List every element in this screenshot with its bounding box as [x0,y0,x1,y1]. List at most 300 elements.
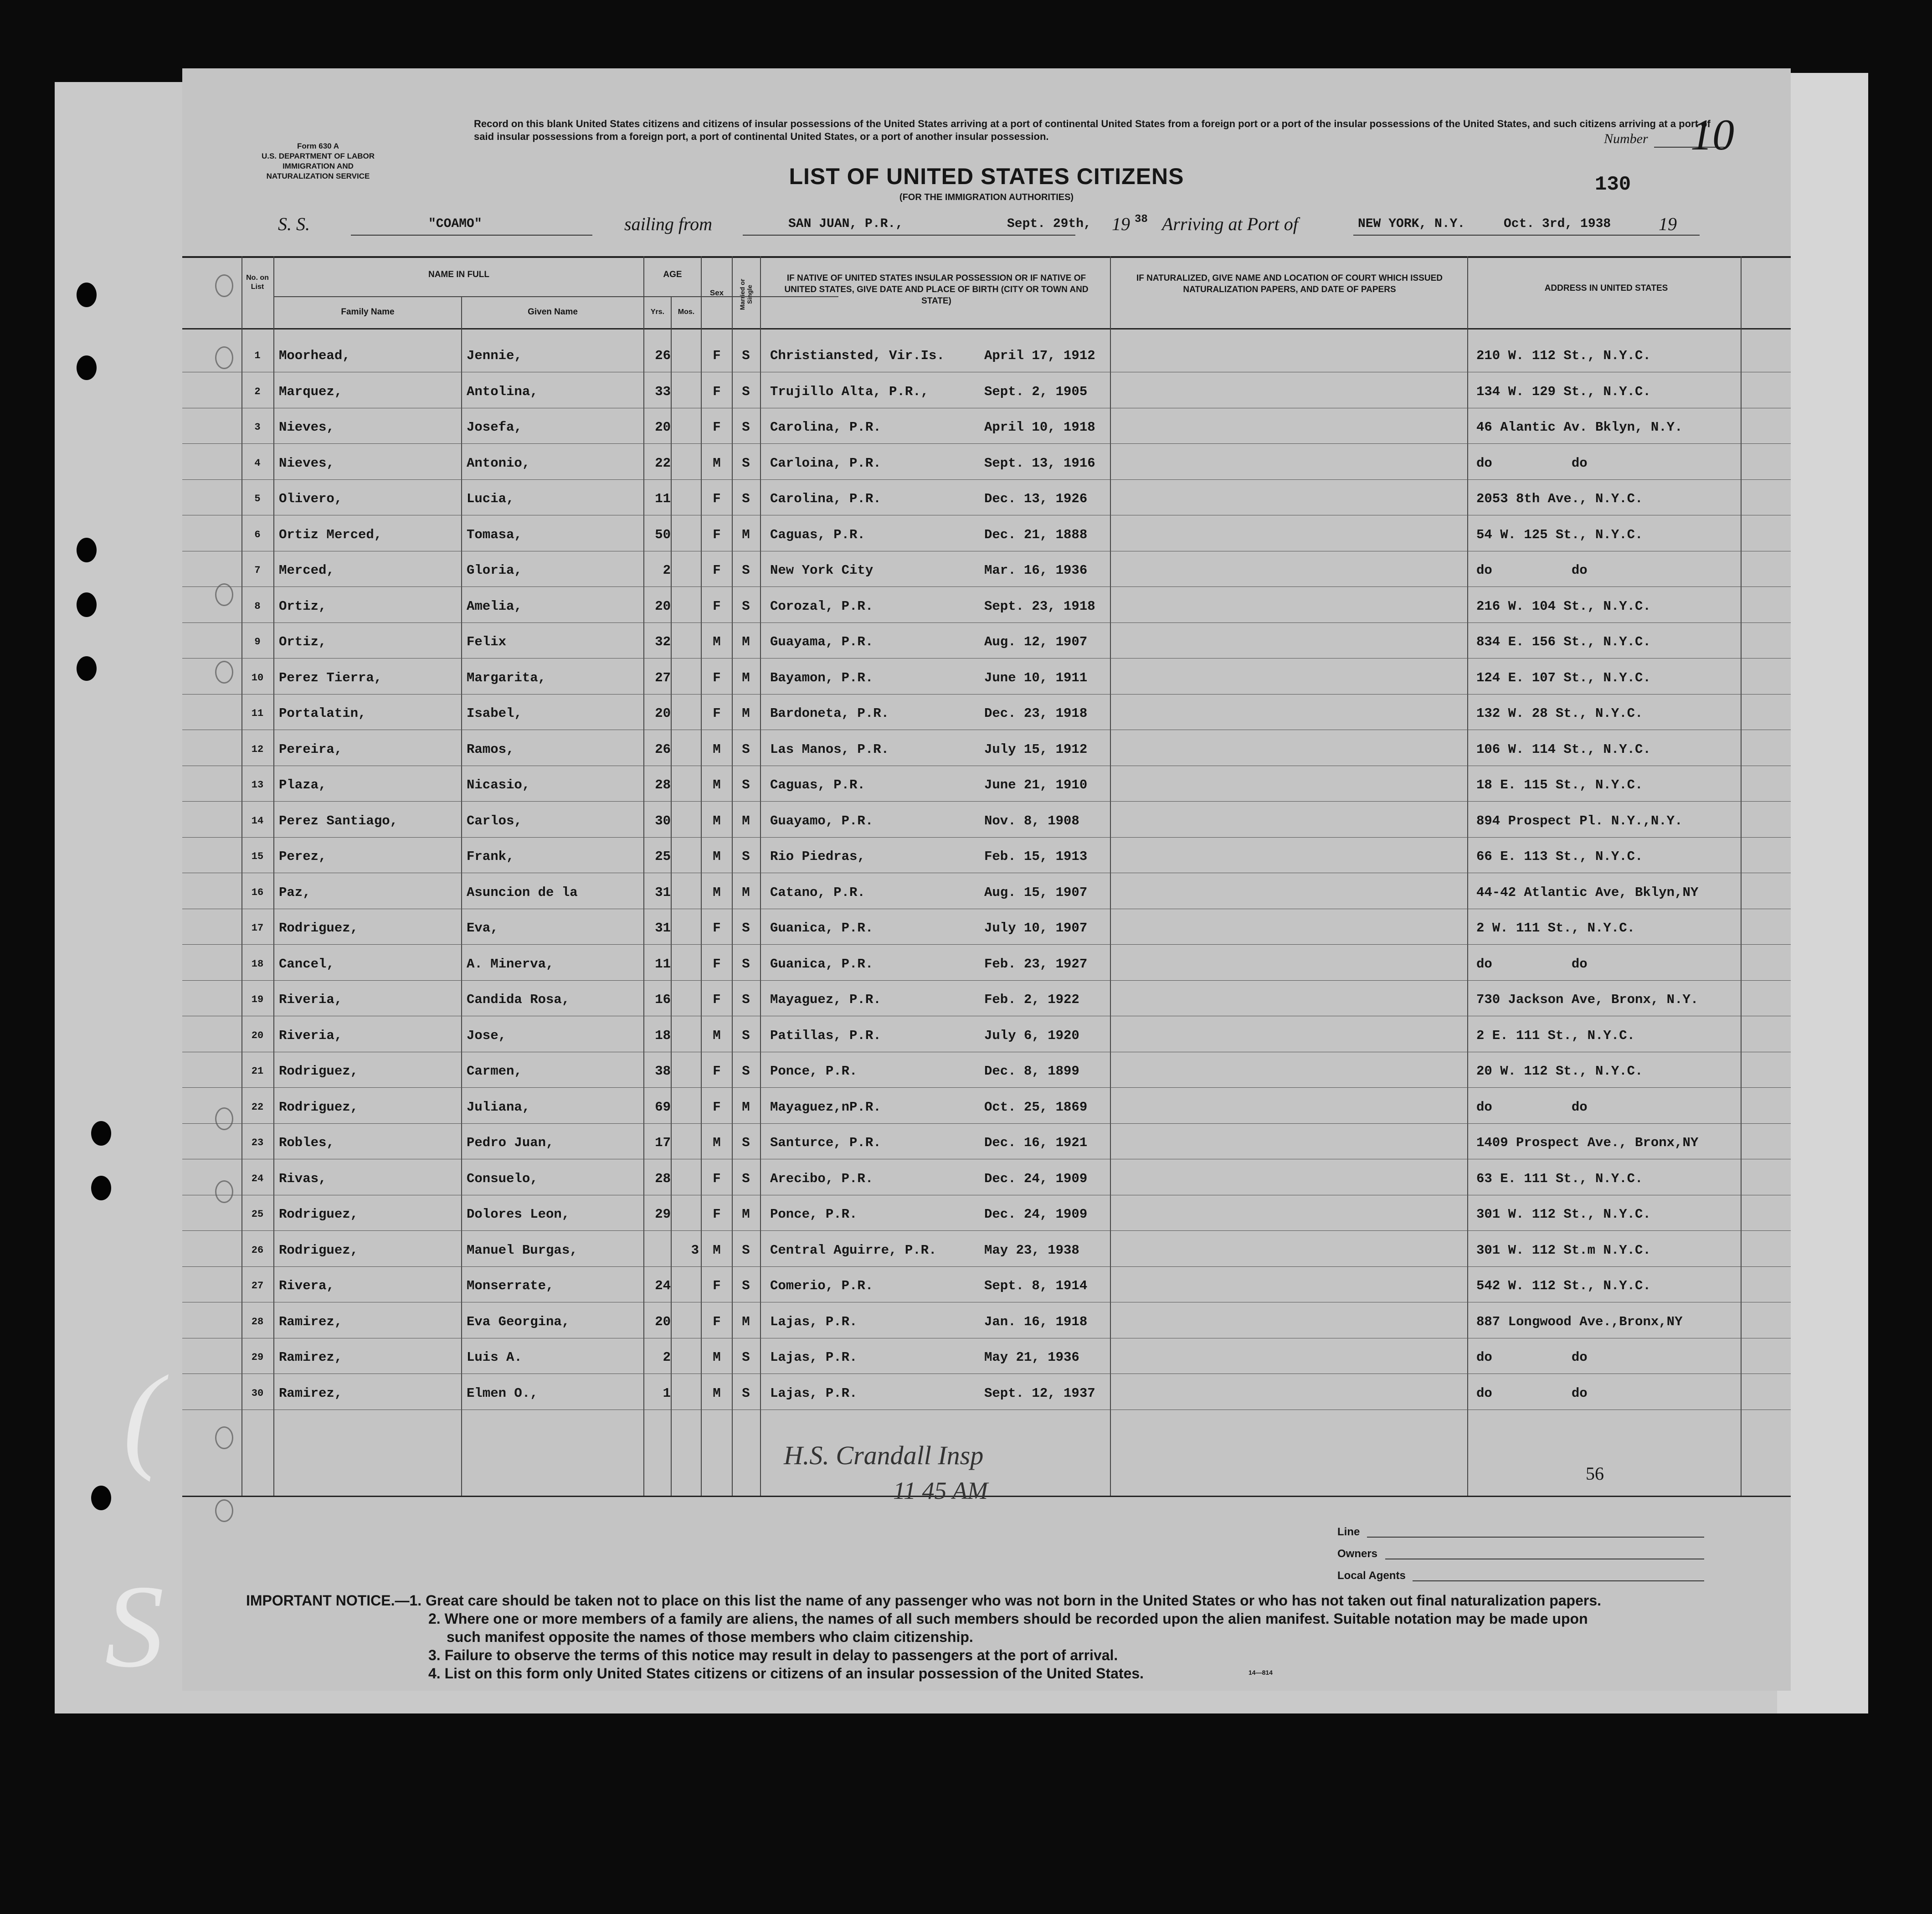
service-name-1: IMMIGRATION AND [283,162,354,170]
cell-family-name: Perez, [279,849,327,864]
cell-birthplace: Caguas, P.R. [770,777,865,792]
cell-address: 54 W. 125 St., N.Y.C. [1476,527,1643,542]
table-row [182,875,1791,911]
cell-age-years: 32 [655,634,671,649]
cell-no: 25 [251,1209,264,1220]
cell-birthplace: Carloina, P.R. [770,455,881,471]
notice-heading: IMPORTANT NOTICE.— [246,1592,410,1609]
cell-no: 3 [254,422,261,433]
cell-birth-date: Mar. 16, 1936 [984,563,1088,578]
cell-family-name: Rodriguez, [279,1099,359,1115]
notice-item-3: 3. Failure to observe the terms of this notice may result in delay to passengers at the port of arrival. [428,1647,1118,1663]
cell-sex: F [713,992,721,1007]
cell-birthplace: Guanica, P.R. [770,921,874,936]
cell-age-years: 29 [655,1207,671,1222]
cell-birth-date: Sept. 23, 1918 [984,598,1095,614]
cell-birth-date: Jan. 16, 1918 [984,1314,1088,1329]
cell-age-years: 26 [655,741,671,757]
table-row [182,338,1791,374]
cell-family-name: Rivas, [279,1171,327,1186]
cell-given-name: Asuncion de la [467,885,578,900]
cell-family-name: Ramirez, [279,1350,343,1365]
number-value: 10 [1690,110,1734,159]
cell-birth-date: Feb. 23, 1927 [984,956,1088,972]
cell-marital-status: S [742,563,750,578]
cell-birthplace: Lajas, P.R. [770,1385,858,1401]
cell-marital-status: S [742,921,750,936]
list-number: 130 [1595,173,1631,196]
cell-given-name: Josefa, [467,420,522,435]
cell-no: 24 [251,1173,264,1184]
cell-given-name: Jose, [467,1028,507,1043]
cell-birthplace: Central Aguirre, P.R. [770,1242,937,1258]
col-header-mos: Mos. [678,308,695,316]
cell-sex: M [713,455,721,471]
back-paper-edge [1777,73,1868,1713]
cell-given-name: Luis A. [467,1350,522,1365]
form-number: Form 630 A [297,142,339,150]
row-rule [182,1123,1791,1124]
owners-label: Owners [1337,1548,1378,1560]
cell-address: do do [1476,563,1588,578]
cell-birthplace: New York City [770,563,874,578]
cell-birth-date: June 10, 1911 [984,670,1088,685]
cell-marital-status: S [742,1064,750,1079]
cell-no: 11 [251,708,264,719]
cell-no: 18 [251,958,264,970]
cell-birthplace: Mayaguez, P.R. [770,992,881,1007]
cell-address: 730 Jackson Ave, Bronx, N.Y. [1476,992,1699,1007]
cell-birthplace: Arecibo, P.R. [770,1171,874,1186]
cell-age-years: 31 [655,921,671,936]
cell-birth-date: Dec. 8, 1899 [984,1064,1079,1079]
cell-family-name: Ortiz, [279,634,327,649]
inspector-signature: H.S. Crandall Insp [784,1441,984,1470]
cell-birth-date: Dec. 21, 1888 [984,527,1088,542]
table-row [182,660,1791,696]
cell-no: 4 [254,457,261,469]
cell-age-months: 3 [691,1242,699,1258]
cell-age-years: 24 [655,1278,671,1293]
cell-address: 301 W. 112 St.m N.Y.C. [1476,1242,1651,1258]
cell-address: 46 Alantic Av. Bklyn, N.Y. [1476,420,1683,435]
cell-age-years: 26 [655,348,671,363]
cell-address: 894 Prospect Pl. N.Y.,N.Y. [1476,813,1683,828]
subheader-rule [273,296,838,297]
notice-item-1 [246,1591,1750,1610]
col-header-family: Family Name [341,307,395,317]
cell-sex: M [713,634,721,649]
cell-sex: F [713,491,721,506]
cell-family-name: Nieves, [279,420,334,435]
cell-marital-status: S [742,741,750,757]
cell-birth-date: Feb. 2, 1922 [984,992,1079,1007]
cell-birthplace: Lajas, P.R. [770,1314,858,1329]
table-row [182,374,1791,410]
port-underline [743,235,1075,236]
col-header-address: ADDRESS IN UNITED STATES [1544,283,1668,293]
col-header-birthplace: IF NATIVE OF UNITED STATES INSULAR POSSESSION OR IF NATIVE OF UNITED STATES, GIVE DATE AND PLACE OF BIRTH (CITY OR TOWN AND STATE) [784,273,1089,306]
cell-age-years: 27 [655,670,671,685]
cell-birthplace: Bayamon, P.R. [770,670,874,685]
cell-age-years: 1 [663,1385,671,1401]
cell-family-name: Robles, [279,1135,334,1150]
table-row [182,982,1791,1018]
cell-given-name: Carlos, [467,813,522,828]
cell-age-years: 22 [655,455,671,471]
table-row [182,947,1791,982]
table-row [182,517,1791,553]
cell-family-name: Ramirez, [279,1385,343,1401]
cell-family-name: Rodriguez, [279,1064,359,1079]
cell-birth-date: Dec. 24, 1909 [984,1207,1088,1222]
cell-marital-status: S [742,384,750,399]
cell-address: 887 Longwood Ave.,Bronx,NY [1476,1314,1683,1329]
important-notice [246,1591,1750,1682]
table-row [182,911,1791,946]
cell-birth-date: Dec. 13, 1926 [984,491,1088,506]
cell-sex: M [713,1028,721,1043]
cell-marital-status: S [742,777,750,792]
cell-no: 26 [251,1244,264,1256]
cell-birthplace: Bardoneta, P.R. [770,706,889,721]
cell-sex: F [713,1278,721,1293]
cell-marital-status: M [742,670,750,685]
cell-no: 22 [251,1101,264,1113]
cell-address: 2 W. 111 St., N.Y.C. [1476,921,1635,936]
cell-family-name: Riveria, [279,1028,343,1043]
punch-hole [77,656,97,681]
cell-given-name: Dolores Leon, [467,1207,570,1222]
cell-sex: M [713,1385,721,1401]
cell-age-years: 17 [655,1135,671,1150]
notice-item-2b: such manifest opposite the names of those members who claim citizenship. [447,1629,973,1645]
cell-address: do do [1476,1099,1588,1115]
cell-birth-date: Dec. 16, 1921 [984,1135,1088,1150]
cell-birth-date: April 17, 1912 [984,348,1095,363]
cell-no: 28 [251,1316,264,1327]
cell-address: 20 W. 112 St., N.Y.C. [1476,1064,1643,1079]
table-row [182,1018,1791,1054]
cell-birth-date: Oct. 25, 1869 [984,1099,1088,1115]
arrival-underline [1353,235,1700,236]
cell-age-years: 2 [663,563,671,578]
cell-given-name: Manuel Burgas, [467,1242,578,1258]
cell-address: do do [1476,1350,1588,1365]
cell-age-years: 33 [655,384,671,399]
cell-birthplace: Santurce, P.R. [770,1135,881,1150]
cell-no: 8 [254,600,261,612]
table-row [182,624,1791,660]
table-row [182,839,1791,875]
arrival-year-prefix: 19 [1659,214,1677,234]
col-header-no: No. on List [246,274,269,291]
col-header-naturalized: IF NATURALIZED, GIVE NAME AND LOCATION OF COURT WHICH ISSUED NATURALIZATION PAPERS, AND DATE OF PAPERS [1136,273,1443,294]
cell-sex: F [713,956,721,972]
cell-sex: F [713,1064,721,1079]
cell-marital-status: S [742,491,750,506]
cell-birthplace: Corozal, P.R. [770,598,874,614]
margin-mark: ( [123,1351,163,1482]
year-prefix: 19 [1112,214,1130,234]
cell-birthplace: Guayama, P.R. [770,634,874,649]
col-header-name: NAME IN FULL [428,270,490,279]
cell-birthplace: Rio Piedras, [770,849,865,864]
cell-family-name: Rodriguez, [279,921,359,936]
cell-given-name: Gloria, [467,563,522,578]
cell-family-name: Rivera, [279,1278,334,1293]
row-rule [182,694,1791,695]
cell-birthplace: Mayaguez,nP.R. [770,1099,881,1115]
cell-birth-date: Dec. 24, 1909 [984,1171,1088,1186]
cell-no: 23 [251,1137,264,1148]
row-rule [182,443,1791,444]
cell-sex: M [713,1242,721,1258]
cell-sex: M [713,885,721,900]
cell-age-years: 20 [655,420,671,435]
line-underline [1367,1537,1704,1538]
notice-item-2a: 2. Where one or more members of a family are aliens, the names of all such members should be recorded upon the alien manifest. Suitable notation may be made upon [428,1610,1588,1627]
cell-marital-status: S [742,420,750,435]
cell-marital-status: S [742,992,750,1007]
cell-birthplace: Ponce, P.R. [770,1207,858,1222]
binding-ring [215,274,233,297]
cell-address: 301 W. 112 St., N.Y.C. [1476,1207,1651,1222]
cell-birth-date: April 10, 1918 [984,420,1095,435]
cell-marital-status: M [742,706,750,721]
punch-hole [91,1176,111,1200]
cell-sex: F [713,670,721,685]
cell-given-name: Pedro Juan, [467,1135,554,1150]
cell-marital-status: M [742,1207,750,1222]
table-row [182,1340,1791,1375]
row-rule [182,980,1791,981]
table-row [182,1197,1791,1232]
form-instructions: Record on this blank United States citizens and citizens of insular possessions of the United States arriving at a port of continental United States from a foreign port or a port of the insular possessions of the United States, and such citizens arriving at a port of said insular possessions from a foreign port, a port of continental United States, or a port of another insular possession. [474,118,1711,142]
binding-ring [215,1426,233,1449]
cell-given-name: Isabel, [467,706,522,721]
cell-family-name: Olivero, [279,491,343,506]
cell-birth-date: July 10, 1907 [984,921,1088,936]
local-agents-label: Local Agents [1337,1569,1406,1582]
table-top-border [182,256,1791,258]
row-rule [182,837,1791,838]
cell-sex: F [713,921,721,936]
cell-family-name: Ortiz Merced, [279,527,382,542]
cell-birthplace: Christiansted, Vir.Is. [770,348,945,363]
departure-date: Sept. 29th, [1007,217,1091,231]
table-row [182,481,1791,517]
table-row [182,1090,1791,1125]
cell-birth-date: July 6, 1920 [984,1028,1079,1043]
table-row [182,696,1791,731]
cell-no: 30 [251,1387,264,1399]
cell-birthplace: Carolina, P.R. [770,491,881,506]
cell-family-name: Rodriguez, [279,1207,359,1222]
cell-age-years: 30 [655,813,671,828]
cell-sex: M [713,777,721,792]
row-rule [182,1230,1791,1231]
cell-marital-status: S [742,1135,750,1150]
arrival-port: NEW YORK, N.Y. [1358,217,1465,231]
row-rule [182,801,1791,802]
cell-marital-status: S [742,1278,750,1293]
ship-name: "COAMO" [428,217,482,231]
cell-given-name: Eva Georgina, [467,1314,570,1329]
cell-address: 124 E. 107 St., N.Y.C. [1476,670,1651,685]
cell-sex: F [713,527,721,542]
cell-birth-date: Sept. 12, 1937 [984,1385,1095,1401]
cell-address: 66 E. 113 St., N.Y.C. [1476,849,1643,864]
table-row [182,1233,1791,1268]
table-row [182,1304,1791,1340]
cell-sex: M [713,741,721,757]
cell-marital-status: S [742,348,750,363]
cell-no: 2 [254,386,261,397]
cell-age-years: 11 [655,491,671,506]
inspection-time: 11 45 AM [893,1477,988,1504]
cell-marital-status: M [742,634,750,649]
cell-address: 542 W. 112 St., N.Y.C. [1476,1278,1651,1293]
cell-age-years: 11 [655,956,671,972]
table-row [182,589,1791,624]
cell-family-name: Perez Santiago, [279,813,398,828]
cell-birthplace: Carolina, P.R. [770,420,881,435]
cell-address: 63 E. 111 St., N.Y.C. [1476,1171,1643,1186]
cell-address: 1409 Prospect Ave., Bronx,NY [1476,1135,1699,1150]
form-code: 14—814 [1249,1669,1273,1676]
cell-family-name: Rodriguez, [279,1242,359,1258]
cell-age-years: 20 [655,1314,671,1329]
cell-given-name: Tomasa, [467,527,522,542]
cell-address: 2053 8th Ave., N.Y.C. [1476,491,1643,506]
cell-age-years: 20 [655,598,671,614]
sailing-from-label: sailing from [624,214,712,234]
cell-address: 216 W. 104 St., N.Y.C. [1476,598,1651,614]
line-label: Line [1337,1526,1360,1538]
cell-marital-status: S [742,1242,750,1258]
cell-no: 16 [251,886,264,898]
cell-no: 14 [251,815,264,827]
cell-birth-date: Nov. 8, 1908 [984,813,1079,828]
cell-sex: F [713,706,721,721]
cell-no: 19 [251,994,264,1005]
cell-sex: F [713,384,721,399]
table-row [182,1054,1791,1089]
cell-given-name: Frank, [467,849,514,864]
cell-marital-status: S [742,598,750,614]
cell-given-name: Monserrate, [467,1278,554,1293]
cell-birthplace: Lajas, P.R. [770,1350,858,1365]
page-title: LIST OF UNITED STATES CITIZENS [789,164,1184,189]
cell-family-name: Cancel, [279,956,334,972]
table-row [182,767,1791,803]
cell-marital-status: S [742,849,750,864]
cell-family-name: Marquez, [279,384,343,399]
cell-age-years: 18 [655,1028,671,1043]
cell-given-name: Elmen O., [467,1385,538,1401]
punch-hole [77,538,97,562]
cell-family-name: Ortiz, [279,598,327,614]
row-rule [182,944,1791,945]
cell-birth-date: May 23, 1938 [984,1242,1079,1258]
notice-item-4: 4. List on this form only United States citizens or citizens of an insular possession of the United States. [428,1665,1144,1682]
table-row [182,446,1791,481]
cell-sex: F [713,1099,721,1115]
cell-no: 27 [251,1280,264,1291]
cell-birth-date: Aug. 12, 1907 [984,634,1088,649]
cell-sex: F [713,420,721,435]
cell-given-name: A. Minerva, [467,956,554,972]
cell-birth-date: Feb. 15, 1913 [984,849,1088,864]
cell-no: 29 [251,1352,264,1363]
table-row [182,803,1791,839]
row-rule [182,658,1791,659]
cell-given-name: Carmen, [467,1064,522,1079]
cell-family-name: Merced, [279,563,334,578]
cell-address: 834 E. 156 St., N.Y.C. [1476,634,1651,649]
manifest-sheet [182,68,1791,1691]
departure-port: SAN JUAN, P.R., [788,217,904,231]
row-rule [182,1087,1791,1088]
cell-sex: M [713,1350,721,1365]
cell-sex: F [713,598,721,614]
local-agents-underline [1413,1580,1704,1581]
cell-marital-status: S [742,1028,750,1043]
punch-hole [91,1486,111,1510]
cell-given-name: Eva, [467,921,498,936]
cell-given-name: Amelia, [467,598,522,614]
department-name: U.S. DEPARTMENT OF LABOR [261,152,375,160]
cell-sex: M [713,1135,721,1150]
cell-age-years: 31 [655,885,671,900]
year-suffix: 38 [1135,213,1148,226]
cell-family-name: Ramirez, [279,1314,343,1329]
cell-birth-date: June 21, 1910 [984,777,1088,792]
cell-no: 6 [254,529,261,540]
cell-birthplace: Ponce, P.R. [770,1064,858,1079]
margin-mark: S [105,1561,164,1692]
col-header-sex: Sex [709,288,724,297]
cell-marital-status: S [742,455,750,471]
cell-no: 20 [251,1029,264,1041]
cell-birthplace: Trujillo Alta, P.R., [770,384,929,399]
punch-hole [77,592,97,617]
cell-address: do do [1476,1385,1588,1401]
cell-age-years: 16 [655,992,671,1007]
cell-birth-date: Sept. 2, 1905 [984,384,1088,399]
cell-age-years: 50 [655,527,671,542]
cell-family-name: Plaza, [279,777,327,792]
table-row [182,1268,1791,1304]
cell-address: 2 E. 111 St., N.Y.C. [1476,1028,1635,1043]
cell-no: 21 [251,1065,264,1077]
cell-given-name: Antolina, [467,384,538,399]
table-row [182,1161,1791,1197]
cell-no: 17 [251,922,264,934]
cell-given-name: Margarita, [467,670,546,685]
cell-given-name: Ramos, [467,741,514,757]
cell-birth-date: Sept. 13, 1916 [984,455,1095,471]
punch-hole [91,1121,111,1146]
cell-age-years: 69 [655,1099,671,1115]
cell-given-name: Lucia, [467,491,514,506]
cell-sex: M [713,813,721,828]
sheet-number: 56 [1586,1463,1604,1484]
cell-marital-status: M [742,1314,750,1329]
cell-family-name: Perez Tierra, [279,670,382,685]
cell-marital-status: S [742,1171,750,1186]
